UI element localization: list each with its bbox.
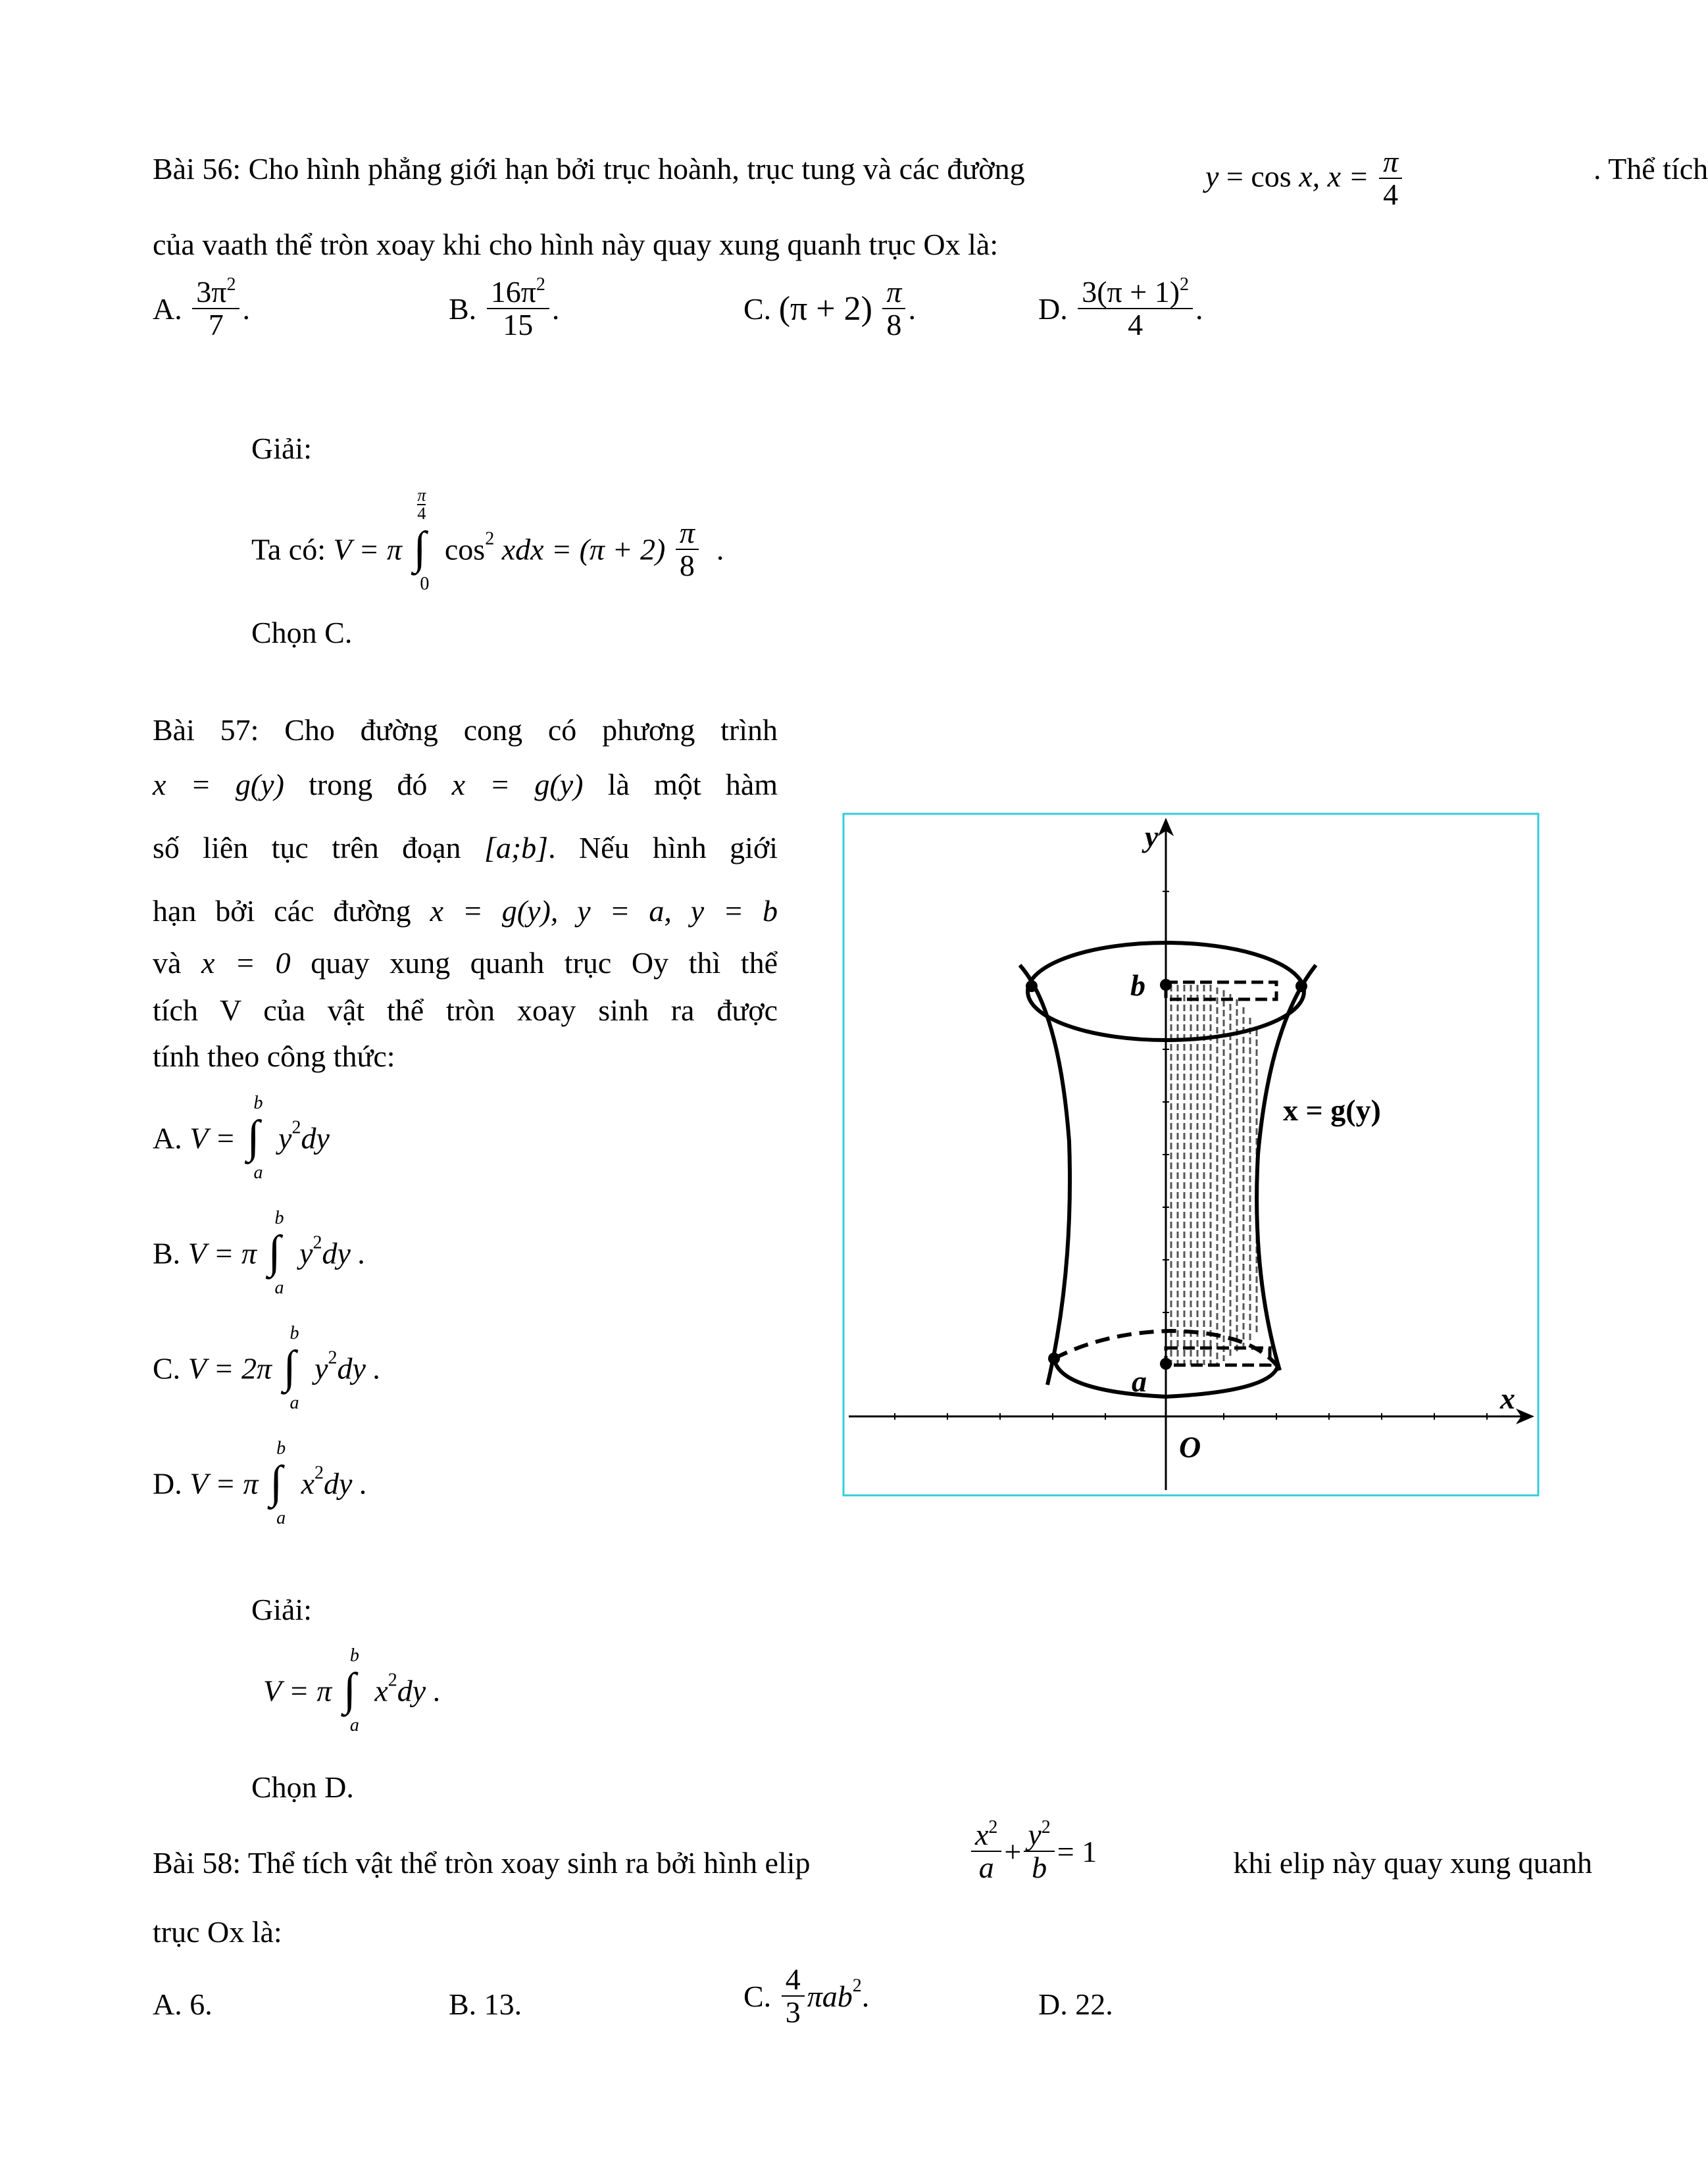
origin-label: O bbox=[1179, 1430, 1201, 1464]
point-bottom-left bbox=[1048, 1353, 1060, 1364]
b57-answer: Chọn D. bbox=[251, 1770, 354, 1804]
y-axis-label: y bbox=[1145, 820, 1159, 853]
b56-equation: y = cos x, x = $\frac{\pi}{4}$ bbox=[1205, 146, 1405, 211]
b56-solution-formula: Ta có: V = π π 4 ∫ 0 $\cos^2$ xdx = (π + 2) $\frac{\pi}{8}$ . bbox=[251, 486, 724, 594]
b57-option-b: B. V = π b ∫ a $y^2dy$ . bbox=[153, 1208, 366, 1298]
b57-solution-formula: V = π b ∫ a $x^2dy$ . bbox=[263, 1645, 441, 1735]
b58-line1: Bài 58: Thể tích vật thể tròn xoay sinh ra bởi hình elip $\frac{x^2}{a}$ + $\frac{y^2}{b}$ = 1 khi elip này quay xung quanh bbox=[153, 1817, 1592, 1885]
b57-option-c: C. V = 2π b ∫ a $y^2dy$ . bbox=[153, 1323, 381, 1413]
b56-text-end: . Thể tích bbox=[1594, 152, 1708, 186]
b56-line2: của vaath thể tròn xoay khi cho hình này quay xung quanh trục Ox là: bbox=[153, 228, 999, 261]
curve-label: x = g(y) bbox=[1283, 1093, 1381, 1127]
hatched-region bbox=[1171, 985, 1257, 1365]
b56-line1 bbox=[153, 145, 1708, 218]
ellipse-equation: $\frac{x^2}{a}$ + $\frac{y^2}{b}$ = 1 bbox=[968, 1819, 1097, 1884]
b58-option-a: A. 6. bbox=[153, 1987, 213, 2021]
b57-solution-heading: Giải: bbox=[251, 1593, 312, 1626]
b58-option-c: C. $\frac{4}{3}$ πab$^2$. bbox=[743, 1962, 870, 2030]
b58-line2: trục Ox là: bbox=[153, 1915, 282, 1949]
b58-option-d: D. 22. bbox=[1038, 1987, 1113, 2021]
b-dashed-rect bbox=[1166, 982, 1276, 999]
b56-answer: Chọn C. bbox=[251, 616, 353, 649]
b57-option-a: A. V = b ∫ a $y^2dy$ bbox=[153, 1093, 330, 1183]
x-axis-label: x bbox=[1500, 1382, 1515, 1415]
b57-option-d: D. V = π b ∫ a $x^2dy$ . bbox=[153, 1438, 368, 1528]
point-b bbox=[1160, 979, 1172, 991]
b56-option-a: A. $\frac{3\pi^2}{7}$ . bbox=[153, 274, 250, 342]
b-label: b bbox=[1130, 968, 1145, 1002]
point-top-right bbox=[1295, 980, 1307, 992]
a-label: a bbox=[1132, 1364, 1147, 1398]
b57-text: Bài 57: Cho đường cong có phương trình x = g(y) trong đó x = g(y) là một hàm số liên tục trên đoạn [a;b]. Nếu hình giới hạn bởi các đường x = g(y), y = a, y = b và x = 0 quay xung quanh trục Oy thì thể tích V của vật thể tròn xoay sinh ra được tính theo công thức: bbox=[153, 713, 778, 1073]
point-top-left bbox=[1026, 980, 1038, 992]
b56-text: Bài 56: Cho hình phẳng giới hạn bởi trục hoành, trục tung và các đường bbox=[153, 152, 1025, 186]
integral-sign: π 4 ∫ 0 bbox=[413, 486, 430, 594]
b56-option-b: B. $\frac{16\pi^2}{15}$ . bbox=[449, 274, 560, 342]
left-curve bbox=[1020, 965, 1070, 1385]
b56-solution-heading: Giải: bbox=[251, 432, 312, 465]
b56-option-d: D. $\frac{3(\pi + 1)^2}{4}$ . bbox=[1038, 274, 1203, 342]
point-a bbox=[1160, 1358, 1172, 1370]
b56-option-c: C. (π + 2) $\frac{\pi}{8}$ . bbox=[743, 275, 916, 342]
surface-of-revolution-figure bbox=[842, 812, 1546, 1497]
b58-option-b: B. 13. bbox=[449, 1987, 522, 2021]
pi-over-4-fraction: $\frac{\pi}{4}$ bbox=[1379, 146, 1402, 211]
